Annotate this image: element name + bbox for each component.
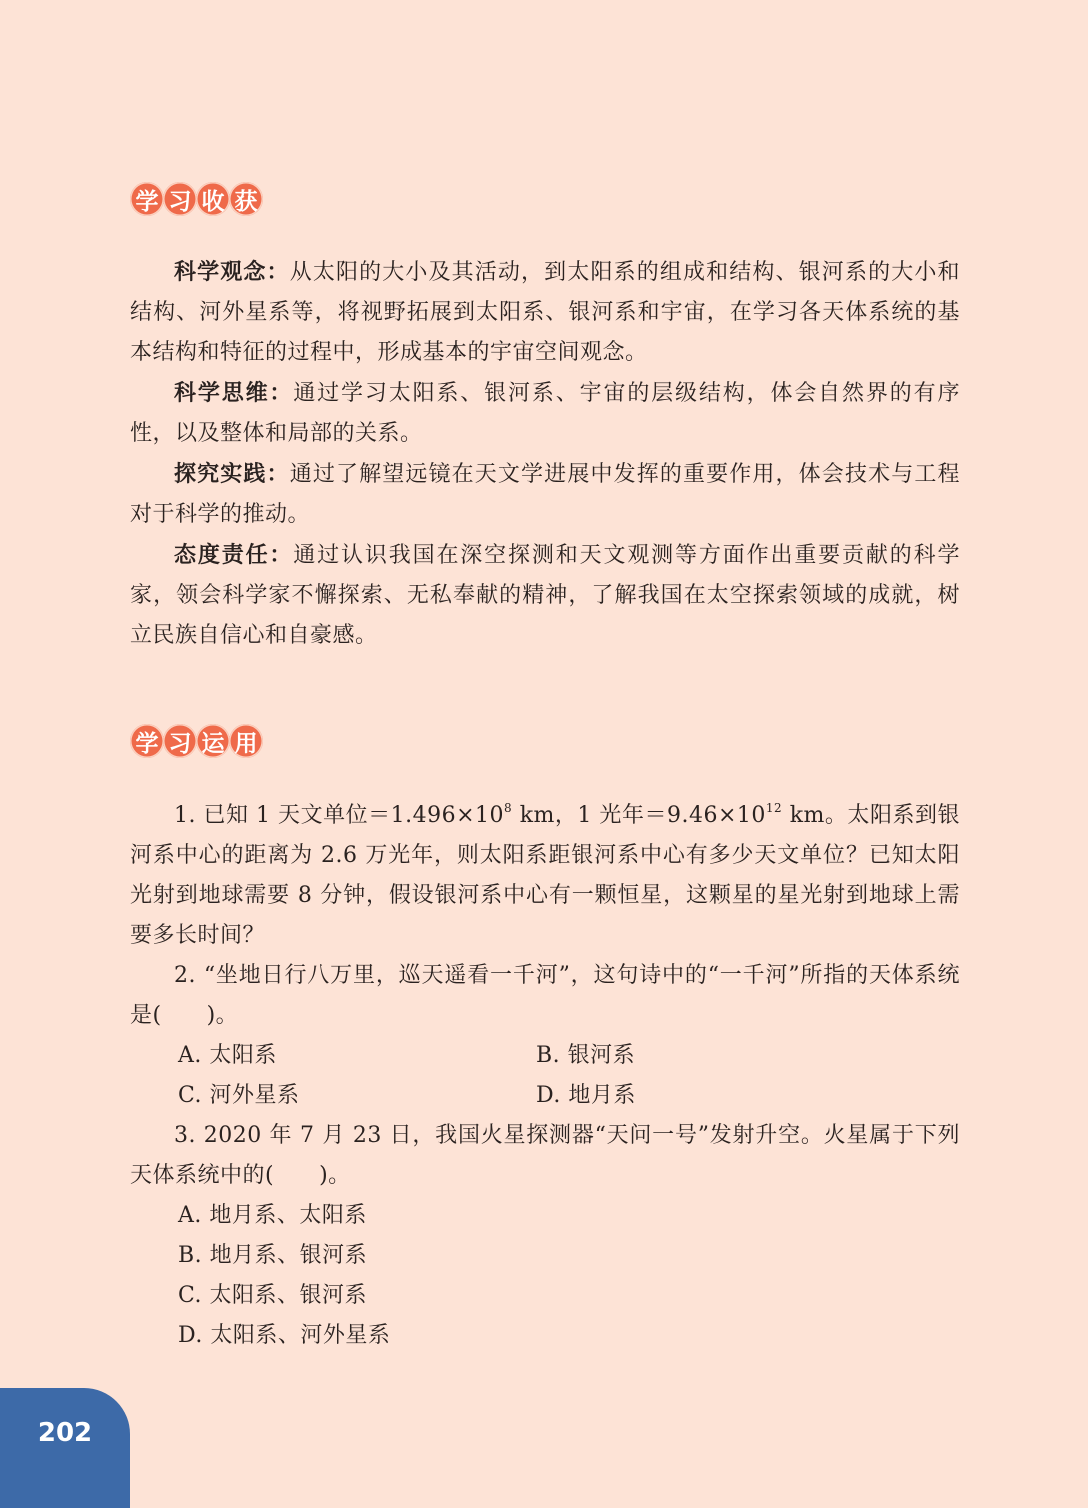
- option-d: D. 太阳系、河外星系: [178, 1323, 391, 1348]
- page-number: 202: [37, 1418, 93, 1448]
- exercises-body: [130, 796, 960, 1356]
- question-1-text-c: km。太阳系到银河系中心的距离为 2.6 万光年，则太阳系距银河系中心有多少天文单位？已知太阳光射到地球需要 8 分钟，假设银河系中心有一颗恒星，这颗星的星光射到地球上需要多长时间？: [130, 803, 960, 948]
- question-1: [130, 796, 960, 956]
- title-char: 学: [130, 724, 164, 758]
- question-2-options-row-1: [130, 1036, 960, 1076]
- question-1-text-b: km，1 光年＝9.46×10: [512, 803, 766, 828]
- exponent: 8: [504, 800, 513, 815]
- question-1-text-a: 1. 已知 1 天文单位＝1.496×10: [174, 803, 505, 828]
- title-char: 学: [130, 182, 164, 216]
- title-char: 用: [229, 724, 263, 758]
- paragraph-text: 通过学习太阳系、银河系、宇宙的层级结构，体会自然界的有序性，以及整体和局部的关系。: [130, 381, 960, 446]
- question-3: 3. 2020 年 7 月 23 日，我国火星探测器“天问一号”发射升空。火星属于下列天体系统中的( )。: [130, 1123, 960, 1188]
- paragraph-scientific-concept: [130, 252, 960, 373]
- paragraph-label: 态度责任：: [174, 542, 294, 568]
- title-char: 运: [196, 724, 230, 758]
- learning-gains-body: [130, 252, 960, 656]
- paragraph-text: 通过认识我国在深空探测和天文观测等方面作出重要贡献的科学家，领会科学家不懈探索、无私奉献的精神，了解我国在太空探索领域的成就，树立民族自信心和自豪感。: [130, 543, 960, 648]
- paragraph-label: 科学观念：: [174, 259, 290, 285]
- question-2-options-row-2: [130, 1076, 960, 1116]
- section-title-learning-application: [130, 724, 262, 758]
- option-a: A. 地月系、太阳系: [178, 1203, 367, 1228]
- paragraph-scientific-thinking: [130, 373, 960, 454]
- paragraph-attitude-responsibility: [130, 535, 960, 656]
- exponent: 12: [765, 800, 783, 815]
- paragraph-text: 通过了解望远镜在天文学进展中发挥的重要作用，体会技术与工程对于科学的推动。: [130, 462, 960, 527]
- option-c: C. 太阳系、银河系: [178, 1283, 368, 1308]
- section-title-learning-gains: [130, 182, 262, 216]
- title-char: 习: [163, 182, 197, 216]
- paragraph-inquiry-practice: [130, 454, 960, 535]
- paragraph-label: 科学思维：: [174, 380, 294, 406]
- question-2: 2. “坐地日行八万里，巡天遥看一千河”，这句诗中的“一千河”所指的天体系统是( )。: [130, 963, 960, 1028]
- option-a: A. 太阳系: [178, 1043, 277, 1068]
- title-char: 获: [229, 182, 263, 216]
- paragraph-label: 探究实践：: [174, 461, 290, 487]
- paragraph-text: 从太阳的大小及其活动，到太阳系的组成和结构、银河系的大小和结构、河外星系等，将视野拓展到太阳系、银河系和宇宙，在学习各天体系统的基本结构和特征的过程中，形成基本的宇宙空间观念。: [130, 260, 960, 365]
- option-b: B. 地月系、银河系: [178, 1243, 368, 1268]
- option-d: D. 地月系: [536, 1083, 636, 1108]
- option-c: C. 河外星系: [178, 1083, 300, 1108]
- page-number-tab: [0, 1388, 130, 1508]
- title-char: 习: [163, 724, 197, 758]
- title-char: 收: [196, 182, 230, 216]
- option-b: B. 银河系: [536, 1043, 636, 1068]
